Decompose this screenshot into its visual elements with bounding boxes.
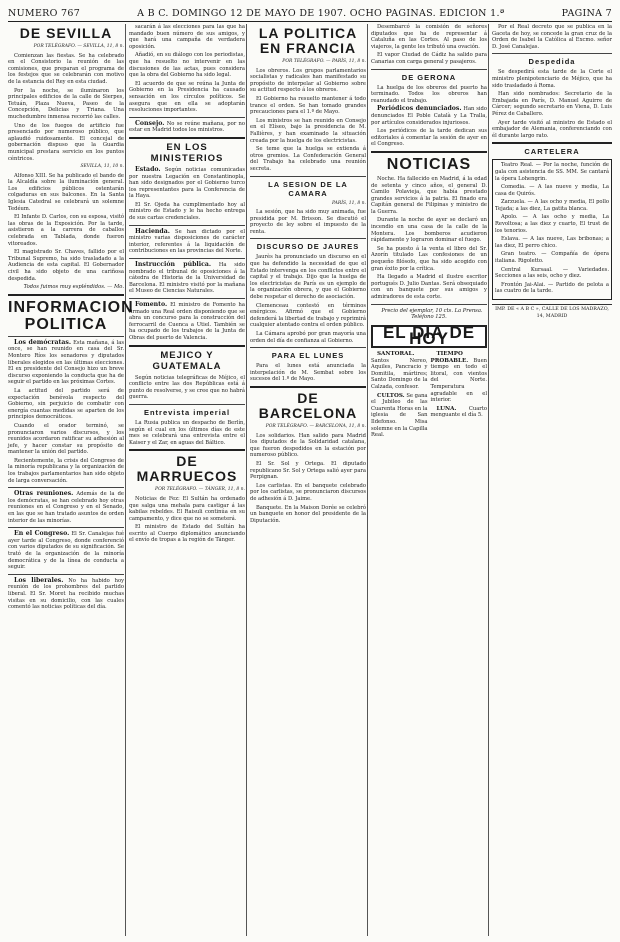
headline-lunes: PARA EL LUNES	[271, 351, 345, 361]
headline-informacion-politica: INFORMACION POLITICA	[8, 298, 134, 333]
section-rule	[250, 386, 366, 388]
dateline: POR TELÉGRAFO. — TÁNGER, 11, 8 n.	[155, 487, 245, 493]
article-text: Santos Nereo, Aquiles, Pancracio y Domitila, mártires; Santo Domingo de la Calzada, confesor.	[371, 357, 428, 390]
listing-item: Eslava. — A las nueve, Las bribonas; a las diez, El perro chico.	[495, 236, 609, 249]
lead-in: Otras reuniones.	[14, 490, 74, 498]
article-paragraph: La Rusia publica un despacho de Berlín, según el cual en los últimos días de este mes se celebrará una entrevista entre el Kaiser y el Zar, en aguas del Báltico.	[129, 419, 245, 446]
lead-in: Consejo.	[135, 119, 165, 127]
section-rule	[129, 137, 245, 139]
lead-in: TIEMPO PROBABLE.	[430, 350, 469, 364]
dateline: POR TELÉGRAFO. — PARÍS, 11, 8 n.	[282, 59, 366, 64]
column-divider	[125, 24, 126, 936]
section-rule	[129, 449, 245, 451]
page-number: PAGINA 7	[561, 7, 612, 19]
headline-francia: LA POLITICA EN FRANCIA	[258, 25, 358, 56]
lead-in: Instrucción pública.	[135, 261, 212, 269]
article-paragraph: La Cámara aprobó por gran mayoría una orden del día de confianza al Gobierno.	[250, 331, 366, 344]
article-paragraph: Clemenceau contestó en términos enérgicos. Afirmó que el Gobierno defenderá la libertad de trabajo y reprimirá cualquier atentado contra el orden público.	[250, 302, 366, 329]
section-rule	[129, 258, 245, 259]
article-text: Además de la de los demócratas, se han celebrado hoy otras reuniones en el Congreso y en el Senado, en las que se han tratado asuntos de orden interior de las minorías.	[8, 491, 124, 524]
headline-noticias: NOTICIAS	[386, 155, 472, 173]
article-paragraph: El magistrado Sr. Chaves, fallido por el Tribunal Supremo, ha sido trasladado a la Audiencia de esta capital. El Gobernador civil ha sido objeto de una cariñosa despedida.	[8, 249, 124, 282]
article-text: Ha sido nombrado el tribunal de oposiciones á la cátedra de Historia de la Universidad de Barcelona. El ministro visitó por la mañana el Museo de Ciencias Naturales.	[129, 262, 245, 295]
headline-jaures: DISCURSO DE JAURES	[256, 242, 360, 252]
article-text: El Sr. Canalejas fué ayer tarde al Congreso, donde conferenció con varios diputados de su significación. Se trató de la organización de la minoría democrática y de la línea de conducta a seguir.	[8, 531, 124, 571]
issue-number: NUMERO 767	[8, 7, 81, 19]
cartelera-box	[492, 159, 612, 300]
article-text: Se han dictado por el ministro varias disposiciones de carácter interior, referentes á la liquidación de contribuciones en las provincias del Norte.	[129, 228, 245, 255]
headline-sevilla: DE SEVILLA	[19, 25, 113, 41]
article-paragraph: Durante la noche de ayer se declaró un incendio en una casa de la calle de la Montera. Los bomberos acudieron rápidamente y lograron dominar el fuego.	[371, 217, 487, 244]
section-rule	[371, 151, 487, 153]
article-text: No se reúne mañana, por no estar en Madrid todos los ministros.	[129, 120, 246, 134]
lead-in: Estado.	[135, 165, 161, 173]
listing-item: Apolo. — A las ocho y media, La Revoltosa; a las diez y cuarto, El trust de los tenorios.	[495, 214, 609, 234]
article-text: El ministro de Fomento ha firmado una Real orden disponiendo que se abra un concurso para la construcción del ferrocarril de Cuenca a Utiel. También se ha ocupado de los trabajos de la Junta de Obras del puerto de Valencia.	[129, 302, 245, 341]
article-paragraph: El Sr. Ojeda ha cumplimentado hoy al ministro de Estado y le ha hecho entrega de sus cartas credenciales.	[129, 201, 245, 222]
section-rule	[129, 298, 245, 299]
headline-camara: LA SESION DE LA CAMARA	[268, 179, 348, 198]
article-paragraph: Se despedirá esta tarde de la Corte el ministro plenipotenciario de Méjico, que ha sido trasladado á Roma.	[492, 69, 612, 89]
section-rule	[492, 142, 612, 144]
article-text: Han sido denunciados El Poble Català y La Tralla, por artículos considerados injuriosos.	[371, 106, 487, 126]
printer-footer: IMP. DE « A B C », CALLE DE LOS MADRAZO, 14, MADRID	[492, 304, 612, 320]
article-paragraph: Ayer tarde visitó al ministro de Estado el embajador de Alemania, conferenciando con él durante largo rato.	[492, 119, 612, 139]
listing-item: Central Kursaal. — Variedades. Secciones a las seis, ocho y diez.	[495, 266, 609, 280]
article-paragraph: Los carlistas. En el banquete celebrado por los carlistas, se pronunciaron discursos de adhesión á D. Jaime.	[250, 482, 366, 502]
article-paragraph: La sesión, que ha sido muy animada, fue presidida por M. Brisson. Se discutió el proyecto de ley sobre el impuesto de la renta.	[250, 209, 366, 235]
section-rule	[129, 404, 245, 405]
article-paragraph: El Sr. Sol y Ortega. El diputado republicano Sr. Sol y Ortega salió ayer para Perpignan.	[250, 460, 366, 481]
listing-item: Comedia. — A las nueve y media, La casa de Quirós.	[495, 184, 609, 197]
section-rule	[8, 527, 124, 528]
article-paragraph: Uno de los fuegos de artificio fue presenciado por numeroso público, que aplaudió ruidosamente. El concejal de gobernación dispuso que la Guardia municipal prestara servicio en los puntos céntricos.	[8, 122, 124, 162]
section-rule	[8, 487, 124, 488]
article-paragraph: Por el Real decreto que se publica en la Gaceta de hoy, se concede la gran cruz de la Orden de Isabel la Católica al Excmo. señor D. José Canalejas.	[492, 24, 612, 50]
column-3	[250, 24, 366, 526]
article-text: No ha habido hoy reunión de los prohombres del partido liberal. El Sr. Moret ha recibido muchas visitas en su domicilio, con las cuales comentó las noticias políticas del día.	[8, 577, 125, 611]
column-divider	[488, 24, 489, 936]
lead-in: SANTORAL.	[377, 350, 415, 357]
article-paragraph: El acuerdo de que se reúna la Junta de Gobierno en la Presidencia ha causado sensación en los círculos políticos. Se asegura que en ella se adoptarán resoluciones importantes.	[129, 80, 245, 114]
headline-despedida: Despedida	[528, 57, 576, 67]
section-rule	[8, 336, 124, 337]
article-paragraph: El vapor Ciudad de Cádiz ha salido para Canarias con carga general y pasajeros.	[371, 52, 487, 65]
article-text: Buen tiempo en todo el litoral, con vientos del Norte. Temperatura agradable en el interior.	[430, 357, 487, 404]
headline-gerona: DE GERONA	[401, 72, 457, 82]
article-paragraph: Los obreros. Los grupos parlamentarios socialistas y radicales han manifestado su propósito de interpelar al Gobierno sobre su actitud respecto á los obreros.	[250, 67, 366, 94]
column-4	[371, 24, 487, 441]
article-text: Según noticias comunicadas por nuestra Legación en Constantinopla, han sido designados por el Gobierno turco los representantes para la Conferencia de la Haya.	[129, 166, 245, 200]
article-text: Se gana el Jubileo de las Cuarenta Horas en la iglesia de San Ildefonso. Misa solemne en la Capilla Real.	[371, 392, 428, 439]
headline-mexico: MEJICO Y GUATEMALA	[152, 349, 222, 372]
header-rule	[8, 21, 612, 22]
section-rule	[371, 69, 487, 70]
lead-in: En el Congreso.	[14, 530, 70, 538]
article-text: Cuarto menguante el día 5.	[430, 405, 487, 419]
column-divider	[246, 24, 247, 936]
lead-in: Periódicos denunciados.	[377, 105, 462, 113]
article-paragraph: Banquete. En la Maison Dorée se celebró un banquete en honor del presidente de la Diputación.	[250, 504, 366, 524]
article-paragraph: El ministro de Estado del Sultán ha escrito al Cuerpo diplomático anunciando el envío de tropas a la región de Tánger.	[129, 524, 245, 544]
price-note: Precio del ejemplar, 10 cts. La Prensa. Teléfono 125.	[381, 307, 483, 321]
article-paragraph: El Infante D. Carlos, con su esposa, visitó las obras de la Exposición. Por la tarde, asistieron a la carrera de caballos celebrada en Tablada, donde fueron vitoreados.	[8, 214, 124, 247]
section-rule	[129, 225, 245, 226]
listing-item: Zarzuela. — A las ocho y media, El pollo Tejada; a las diez, La gatita blanca.	[495, 199, 609, 212]
article-paragraph: Ha llegado a Madrid el ilustre escritor portugués D. Julio Dantas. Será obsequiado con un banquete por sus amigos y admiradores de esta corte.	[371, 274, 487, 300]
article-paragraph: Los periódicos de la tarde dedican sus editoriales á comentar la sesión de ayer en el Congreso.	[371, 128, 487, 148]
article-paragraph: Noticias de Fez: El Sultán ha ordenado que salga una mehala para castigar á las kabilas rebeldes. El Raisuli continúa en su campamento, y dice que no se someterá.	[129, 495, 245, 522]
section-rule	[129, 345, 245, 347]
lead-in: Los liberales.	[14, 576, 64, 584]
listing-item: Frontón Jai-Alai. — Partido de pelota a las cuatro de la tarde.	[495, 281, 609, 295]
headline-dia-de-hoy: EL DIA DE HOY	[371, 325, 487, 348]
section-rule	[250, 176, 366, 177]
lead-in: Hacienda.	[135, 227, 170, 235]
column-5	[492, 24, 612, 320]
dateline: POR TELÉGRAFO. — SEVILLA, 11, 8 n.	[33, 44, 124, 49]
lead-in: Fomento.	[135, 301, 168, 308]
article-paragraph: Cuando el orador terminó, se pronunciaron varios discursos, y los reunidos acordaron ratificar su adhesión al jefe, y hacer constar su propósito de mantener la unión del partido.	[8, 422, 124, 456]
article-paragraph: Según noticias telegráficas de Méjico, el conflicto entre las dos Repúblicas está á punto de resolverse, y se cree que no habrá guerra.	[129, 374, 245, 401]
article-paragraph: Añadió, en su diálogo con los periodistas, que ha resuelto no intervenir en las discusiones de las actas, pues considera que la obra del Gobierno ha sido legal.	[129, 52, 245, 79]
section-rule	[8, 574, 124, 575]
article-paragraph: Alfonso XIII. Se ha publicado el bando de la Alcaldía sobre la iluminación general. Los edificios públicos ostentarán colgaduras en sus balcones. En la Santa Iglesia Catedral se celebrará un solemne Tedéum.	[8, 172, 124, 212]
headline-entrevista: Entrevista imperial	[143, 407, 231, 417]
headline-cartelera: CARTELERA	[524, 147, 580, 157]
article-paragraph: Para el lunes está anunciada la interpelación de M. Sembat sobre los sucesos del 1.º de Mayo.	[250, 363, 366, 383]
article-paragraph: Desembarcó la comisión de señores diputados que ha de representar á Cataluña en las Cortes. Al paso de los viajeros, la gente les tributó una ovación.	[371, 24, 487, 50]
section-rule	[371, 304, 487, 305]
article-paragraph: Noche. Ha fallecido en Madrid, á la edad de setenta y cinco años, el general D. Camilo Polavieja, que había prestado grandes servicios á la patria. El finado era Capitán general de Filipinas y ministro de la Guerra.	[371, 175, 487, 215]
section-rule	[492, 53, 612, 54]
article-paragraph: El Gobierno ha resuelto mantener á todo trance el orden. Se han tomado grandes precauciones para el 1.º de Mayo.	[250, 95, 366, 116]
signature: Todos fuimos muy espléndidos. — Mo.	[23, 284, 124, 291]
headline-barcelona: DE BARCELONA	[258, 389, 358, 421]
page-header	[8, 6, 612, 20]
dia-de-hoy-section	[371, 351, 487, 441]
lead-in: CULTOS.	[377, 392, 405, 399]
section-rule	[8, 294, 124, 296]
lead-in: LUNA.	[436, 405, 457, 412]
article-paragraph: Comienzan las fiestas. Se ha celebrado en el Consistorio la reunión de las comisiones, que preparan el programa de los festejos que se celebrarán con motivo de la estancia del Rey en esta ciudad.	[8, 52, 124, 85]
article-paragraph: Se teme que la huelga se extienda á otros gremios. La Confederación General del Trabajo ha celebrado una reunión secreta.	[250, 146, 366, 172]
article-paragraph: Jaurès ha pronunciado un discurso en el que ha defendido la necesidad de que el Estado intervenga en los conflictos entre el capital y el trabajo. Dijo que la huelga de los electricistas de París es un ejemplo de la organización obrera, y que el Gobierno debe respetar el derecho de asociación.	[250, 254, 366, 301]
headline-marruecos: DE MARRUECOS	[136, 453, 238, 485]
listing-item: Teatro Real. — Por la noche, función de gala con asistencia de SS. MM. Se cantará la ópera Lohengrin.	[495, 162, 609, 182]
section-rule	[250, 238, 366, 239]
listing-item: Gran teatro. — Compañía de ópera italiana. Rigoletto.	[495, 251, 609, 265]
section-rule	[129, 117, 245, 118]
article-paragraph: La actitud del partido será de expectación benévola respecto del Gobierno, sin perjuicio de combatir con energía cuantas medidas se aparten de los principios democráticos.	[8, 387, 124, 421]
dateline: PARÍS, 11, 8 n.	[331, 200, 366, 206]
article-paragraph: Por la noche, se iluminaron los principales edificios de la calle de Sierpes, Tetuán, Plaza Nueva, Paseo de la Concepción, Delicias y Triana. Una muchedumbre inmensa recorrió las calles.	[8, 87, 124, 120]
column-2	[129, 24, 245, 546]
lead-in: Los demócratas.	[14, 338, 72, 346]
date-line: A B C. DOMINGO 12 DE MAYO DE 1907. OCHO PAGINAS. EDICION 1.ª	[137, 7, 505, 19]
dateline: POR TELÉGRAFO. — BARCELONA, 11, 8 n.	[265, 423, 366, 429]
article-paragraph: Los ministros se han reunido en Consejo en el Elíseo, bajo la presidencia de M. Fallières, y han examinado la situación creada por la huelga de los electricistas.	[250, 117, 366, 144]
article-paragraph: Los solidarios. Han salido para Madrid los diputados de la Solidaridad catalana, que fueron despedidos en la estación por numeroso público.	[250, 432, 366, 459]
article-paragraph: Se ha puesto á la venta el libro del Sr. Azorín titulado Las confesiones de un pequeño filósofo, que ha sido acogido con gran éxito por la crítica.	[371, 245, 487, 272]
article-paragraph: sacarán á las elecciones para las que ha mandado buen número de sus amigos, y que hará una campaña de verdadera oposición.	[129, 24, 245, 50]
article-paragraph: Recientemente, la crisis del Congreso de la minoría republicana y la organización de los trabajos parlamentarios han sido objeto de larga conversación.	[8, 457, 124, 484]
article-paragraph: Han sido nombrados: Secretario de la Embajada en París, D. Manuel Aguirre de Cárcer; segundo secretario en Viena, D. Luis Pérez de Caballero.	[492, 91, 612, 117]
section-rule	[250, 347, 366, 348]
article-text: Esta mañana, á las once, se han reunido en casa del Sr. Montero Ríos los senadores y diputados liberales elegidos en las últimas elecciones. El ex presidente del Consejo hizo un breve discurso exponiendo la conducta que ha de seguir el partido en las próximas Cortes.	[8, 339, 124, 386]
column-1	[8, 24, 134, 613]
headline-ministerios: EN LOS MINISTERIOS	[150, 141, 224, 164]
column-divider	[367, 24, 368, 936]
article-paragraph: La huelga de los obreros del puerto ha terminado. Todos los obreros han reanudado el trabajo.	[371, 84, 487, 104]
dateline: SEVILLA, 11, 10 n.	[80, 164, 124, 170]
